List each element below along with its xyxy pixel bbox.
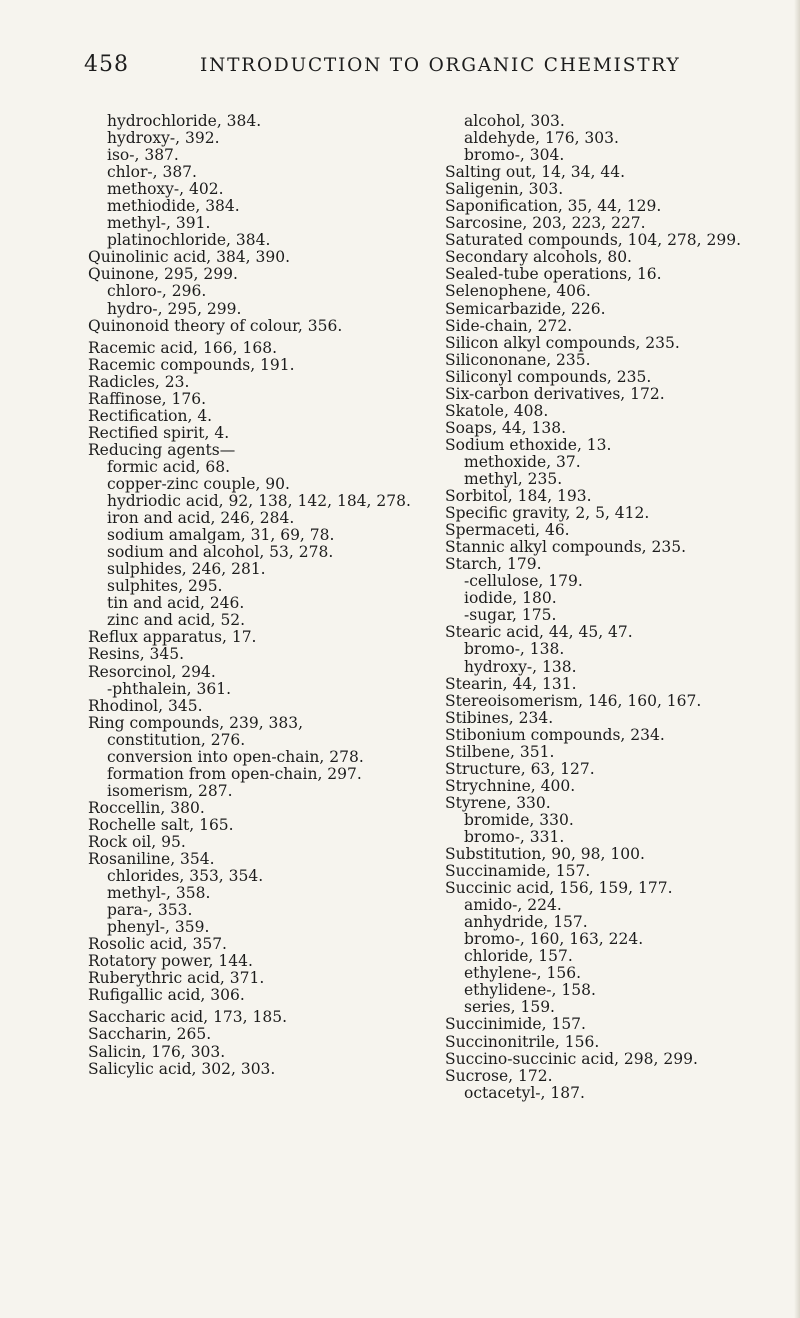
index-entry: Silicon alkyl compounds, 235. <box>445 333 680 352</box>
index-subentry: iso-, 387. <box>107 146 179 165</box>
index-entry: Succinamide, 157. <box>445 862 591 881</box>
index-entry: Rectified spirit, 4. <box>88 423 230 442</box>
index-entry: Rectification, 4. <box>88 406 213 425</box>
index-subentry: -sugar, 175. <box>464 606 557 625</box>
index-subentry: methiodide, 384. <box>107 197 240 216</box>
index-entry: Semicarbazide, 226. <box>445 299 606 318</box>
index-entry: Salting out, 14, 34, 44. <box>445 163 626 182</box>
index-subentry: hydriodic acid, 92, 138, 142, 184, 278. <box>107 492 411 511</box>
index-subentry: chlor-, 387. <box>107 163 197 182</box>
index-subentry: hydroxy-, 138. <box>464 657 577 676</box>
index-subentry: chloro-, 296. <box>107 282 207 301</box>
index-entry: Rosolic acid, 357. <box>88 935 227 954</box>
index-entry: Sarcosine, 203, 223, 227. <box>445 214 646 233</box>
index-subentry: chloride, 157. <box>464 947 573 966</box>
index-subentry: formic acid, 68. <box>107 457 231 476</box>
index-subentry: hydro-, 295, 299. <box>107 299 242 318</box>
index-entry: Salicin, 176, 303. <box>88 1042 226 1061</box>
index-subentry: series, 159. <box>464 998 555 1017</box>
index-subentry: alcohol, 303. <box>464 112 565 130</box>
index-subentry: aldehyde, 176, 303. <box>464 129 619 148</box>
index-entry: Sorbitol, 184, 193. <box>445 487 592 506</box>
index-subentry: sodium amalgam, 31, 69, 78. <box>107 526 335 545</box>
index-entry: Racemic acid, 166, 168. <box>88 338 277 357</box>
index-entry: Side-chain, 272. <box>445 316 573 335</box>
index-subentry: bromo-, 331. <box>464 827 565 846</box>
index-entry: Substitution, 90, 98, 100. <box>445 845 645 864</box>
index-subentry: zinc and acid, 52. <box>107 611 246 630</box>
index-entry: Stearic acid, 44, 45, 47. <box>445 623 633 642</box>
index-subentry: anhydride, 157. <box>464 913 588 932</box>
index-subentry: -phthalein, 361. <box>107 679 232 698</box>
index-column-right <box>445 113 790 1102</box>
index-entry: Saligenin, 303. <box>445 180 564 199</box>
index-entry: Silicononane, 235. <box>445 350 591 369</box>
index-subentry: -cellulose, 179. <box>464 572 583 591</box>
index-entry: Six-carbon derivatives, 172. <box>445 384 665 403</box>
index-entry: Resins, 345. <box>88 645 185 664</box>
index-entry: Raffinose, 176. <box>88 389 207 408</box>
index-subentry: para-, 353. <box>107 901 193 920</box>
index-entry: Sodium ethoxide, 13. <box>445 435 612 454</box>
index-subentry: ethylidene-, 158. <box>464 981 596 1000</box>
index-entry: Soaps, 44, 138. <box>445 418 567 437</box>
index-subentry: iron and acid, 246, 284. <box>107 509 295 528</box>
index-subentry: methyl-, 358. <box>107 884 211 903</box>
index-entry: Rosaniline, 354. <box>88 850 215 869</box>
index-subentry: platinochloride, 384. <box>107 231 271 250</box>
index-entry: Structure, 63, 127. <box>445 759 595 778</box>
index-entry: Sealed-tube operations, 16. <box>445 265 662 284</box>
index-entry: Stibines, 234. <box>445 708 554 727</box>
index-entry: Saturated compounds, 104, 278, 299. <box>445 231 742 250</box>
index-entry: Strychnine, 400. <box>445 776 576 795</box>
index-entry: Ring compounds, 239, 383, <box>88 713 304 732</box>
index-entry: Rock oil, 95. <box>88 832 186 851</box>
index-entry: Resorcinol, 294. <box>88 662 216 681</box>
index-subentry: hydroxy-, 392. <box>107 129 220 148</box>
index-entry: Reflux apparatus, 17. <box>88 628 257 647</box>
index-subentry: iodide, 180. <box>464 589 557 608</box>
index-subentry: chlorides, 353, 354. <box>107 867 264 886</box>
index-subentry: constitution, 276. <box>107 730 246 749</box>
index-subentry: bromo-, 138. <box>464 640 565 659</box>
index-entry: Racemic compounds, 191. <box>88 355 295 374</box>
index-entry: Rhodinol, 345. <box>88 696 203 715</box>
index-subentry: phenyl-, 359. <box>107 918 210 937</box>
index-subentry: copper-zinc couple, 90. <box>107 474 290 493</box>
index-entry: Rufigallic acid, 306. <box>88 986 245 1005</box>
index-entry: Saccharin, 265. <box>88 1025 212 1044</box>
index-entry: Selenophene, 406. <box>445 282 591 301</box>
index-subentry: tin and acid, 246. <box>107 594 245 613</box>
page-edge-shadow <box>794 0 800 1318</box>
index-entry: Stearin, 44, 131. <box>445 674 577 693</box>
page-number: 458 <box>84 52 129 77</box>
index-subentry: bromide, 330. <box>464 810 574 829</box>
index-subentry: hydrochloride, 384. <box>107 112 262 130</box>
index-entry: Radicles, 23. <box>88 372 190 391</box>
index-entry: Starch, 179. <box>445 555 542 574</box>
index-entry: Secondary alcohols, 80. <box>445 248 632 267</box>
index-entry: Ruberythric acid, 371. <box>88 969 265 988</box>
index-entry: Saponification, 35, 44, 129. <box>445 197 662 216</box>
index-subentry: isomerism, 287. <box>107 781 233 800</box>
index-subentry: amido-, 224. <box>464 896 562 915</box>
index-entry: Sucrose, 172. <box>445 1066 553 1085</box>
index-subentry: ethylene-, 156. <box>464 964 582 983</box>
index-subentry: methoxide, 37. <box>464 452 581 471</box>
index-entry: Stilbene, 351. <box>445 742 555 761</box>
index-entry: Reducing agents— <box>88 440 236 459</box>
index-entry: Roccellin, 380. <box>88 798 205 817</box>
index-entry: Succinic acid, 156, 159, 177. <box>445 879 673 898</box>
index-subentry: bromo-, 304. <box>464 146 565 165</box>
index-entry: Succinimide, 157. <box>445 1015 586 1034</box>
index-subentry: sodium and alcohol, 53, 278. <box>107 543 334 562</box>
index-entry: Specific gravity, 2, 5, 412. <box>445 504 650 523</box>
index-entry: Rotatory power, 144. <box>88 952 253 971</box>
index-entry: Styrene, 330. <box>445 793 551 812</box>
index-subentry: conversion into open-chain, 278. <box>107 747 364 766</box>
index-subentry: bromo-, 160, 163, 224. <box>464 930 644 949</box>
index-entry: Siliconyl compounds, 235. <box>445 367 652 386</box>
index-entry: Stibonium compounds, 234. <box>445 725 665 744</box>
index-subentry: methoxy-, 402. <box>107 180 224 199</box>
index-subentry: sulphites, 295. <box>107 577 223 596</box>
index-entry: Spermaceti, 46. <box>445 521 570 540</box>
index-entry: Succino-succinic acid, 298, 299. <box>445 1049 698 1068</box>
index-subentry: sulphides, 246, 281. <box>107 560 266 579</box>
index-subentry: methyl-, 391. <box>107 214 211 233</box>
index-entry: Saccharic acid, 173, 185. <box>88 1008 288 1027</box>
index-entry: Stereoisomerism, 146, 160, 167. <box>445 691 702 710</box>
index-column-left <box>88 113 418 1078</box>
index-subentry: octacetyl-, 187. <box>464 1083 585 1102</box>
index-entry: Skatole, 408. <box>445 401 549 420</box>
index-entry: Rochelle salt, 165. <box>88 815 234 834</box>
index-entry: Quinonoid theory of colour, 356. <box>88 316 343 335</box>
running-head: INTRODUCTION TO ORGANIC CHEMISTRY <box>200 55 681 76</box>
index-entry: Succinonitrile, 156. <box>445 1032 600 1051</box>
index-entry: Salicylic acid, 302, 303. <box>88 1059 276 1078</box>
index-entry: Quinolinic acid, 384, 390. <box>88 248 291 267</box>
index-entry: Stannic alkyl compounds, 235. <box>445 538 687 557</box>
index-subentry: formation from open-chain, 297. <box>107 764 362 783</box>
index-entry: Quinone, 295, 299. <box>88 265 238 284</box>
index-subentry: methyl, 235. <box>464 469 563 488</box>
